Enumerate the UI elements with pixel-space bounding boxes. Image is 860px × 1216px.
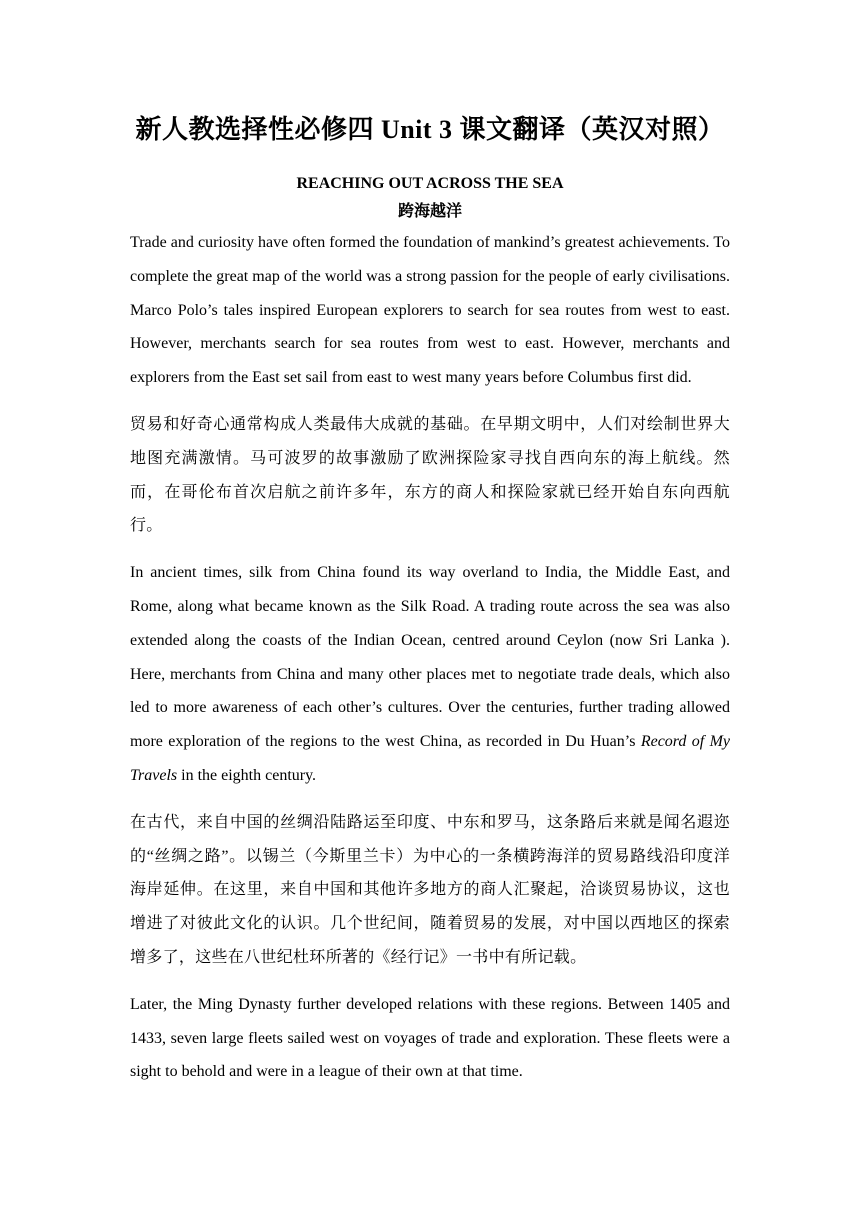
article-title-en: REACHING OUT ACROSS THE SEA <box>296 175 564 192</box>
paragraph-en-3: Later, the Ming Dynasty further developed relations with these regions. Between 1405 and 1433, seven large fleets sailed west on voyages of trade and exploration. These fleets were a sight to behold and were in a league of their own at that time. <box>130 995 730 1081</box>
article-title-zh: 跨海越洋 <box>397 203 462 220</box>
document-title: 新人教选择性必修四 Unit 3 课文翻译（英汉对照） <box>135 115 725 144</box>
paragraph-en-1: Trade and curiosity have often formed the foundation of mankind’s greatest achievements. To complete the great map of the world was a strong passion for the people of early civilisations. Marco Polo’s tales inspired European explorers to search for sea routes from west to east. However, merchants search for sea routes from west to east. However, merchants and explorers from the East set sail from east to west many years before Columbus first did. <box>130 234 730 387</box>
paragraph-en-2 <box>130 556 730 793</box>
document-page <box>130 108 730 1102</box>
paragraph-en-2-tail: in the eighth century. <box>177 766 317 784</box>
book-title-record-of-my-travels: Record of My Travels <box>130 733 731 784</box>
paragraph-zh-1: 贸易和好奇心通常构成人类最伟大成就的基础。在早期文明中，人们对绘制世界大地图充满激情。马可波罗的故事激励了欧洲探险家寻找自西向东的海上航线。然而，在哥伦布首次启航之前许多年，东方的商人和探险家就已经开始自东向西航行。 <box>130 415 730 535</box>
paragraph-zh-2: 在古代，来自中国的丝绸沿陆路运至印度、中东和罗马，这条路后来就是闻名遐迩的“丝绸之路”。以锡兰（今斯里兰卡）为中心的一条横跨海洋的贸易路线沿印度洋海岸延伸。在这里，来自中国和其他许多地方的商人汇聚起，洽谈贸易协议，这也增进了对彼此文化的认识。几个世纪间，随着贸易的发展，对中国以西地区的探索增多了，这些在八世纪杜环所著的《经行记》一书中有所记载。 <box>130 813 730 966</box>
paragraph-en-2-text: In ancient times, silk from China found its way overland to India, the Middle East, and Rome, along what became known as the Silk Road. A trading route across the sea was also extended along the coasts of the Indian Ocean, centred around Ceylon (now Sri Lanka ). Here, merchants from China and many other places met to negotiate trade deals, which also led to more awareness of each other’s cultures. Over the centuries, further trading allowed more exploration of the regions to the west China, as recorded in Du Huan’s <box>130 564 730 751</box>
